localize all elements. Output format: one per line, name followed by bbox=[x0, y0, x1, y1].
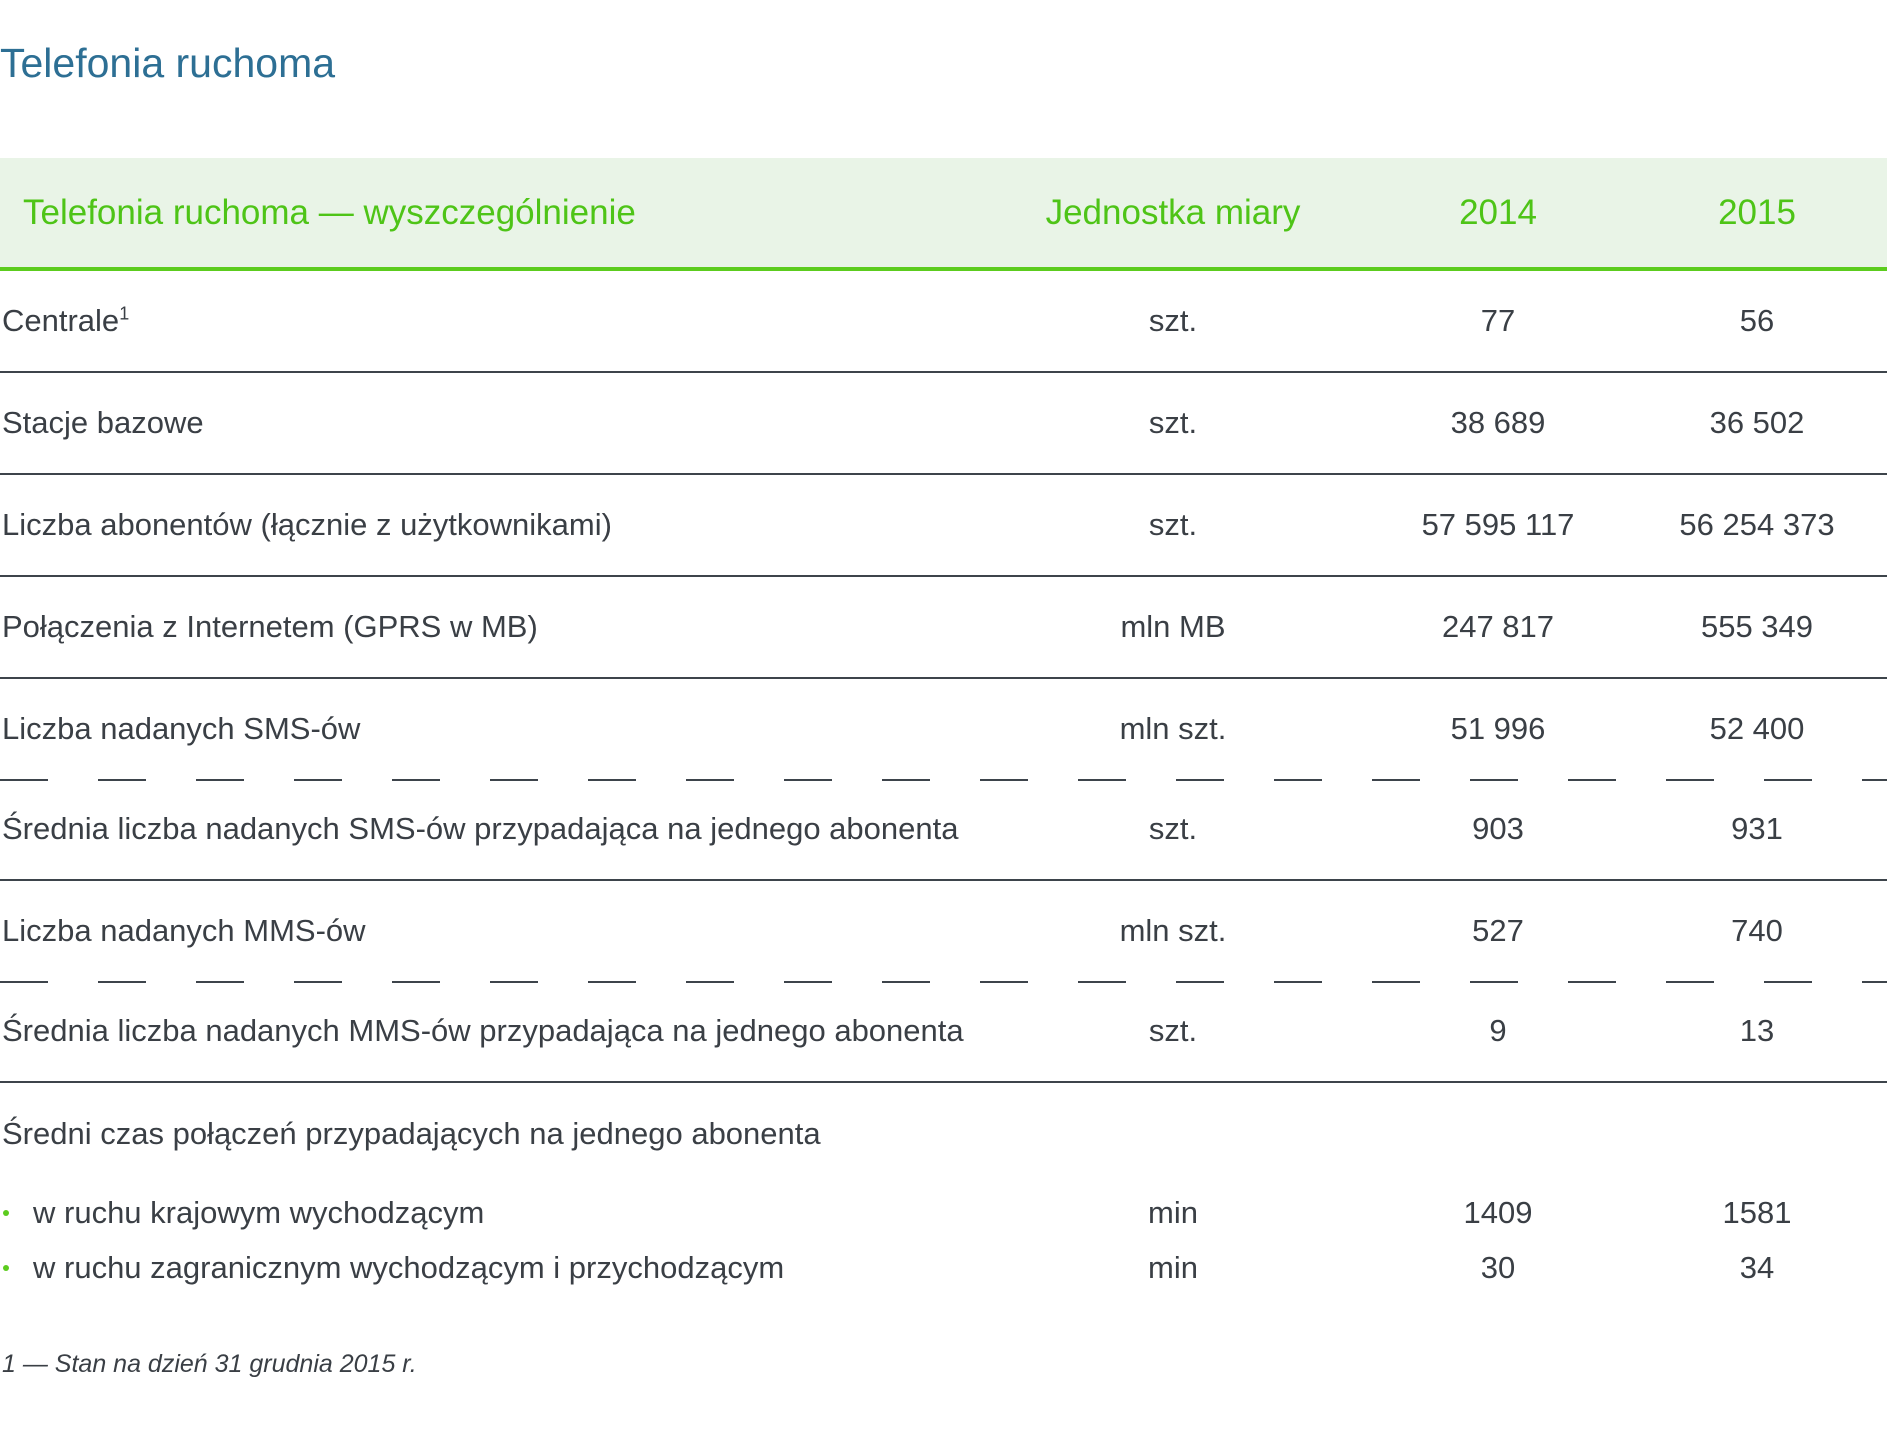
table-row bbox=[0, 679, 1887, 779]
row-label: Liczba nadanych MMS-ów bbox=[2, 913, 366, 948]
row-unit: szt. bbox=[1148, 303, 1198, 338]
row-value-2015: 34 bbox=[1739, 1249, 1775, 1285]
sub-row-label-cell bbox=[0, 1250, 1000, 1286]
sub-row-label: w ruchu zagranicznym wychodzącym i przychodzącym bbox=[33, 1249, 785, 1285]
sub-row-label-cell bbox=[0, 1195, 1000, 1231]
section-heading-row bbox=[0, 1083, 1887, 1185]
row-value-2015: 56 254 373 bbox=[1679, 507, 1835, 542]
table-row bbox=[0, 981, 1887, 1083]
row-label: Średnia liczba nadanych MMS-ów przypadająca na jednego abonenta bbox=[2, 1013, 964, 1048]
header-year-2014: 2014 bbox=[1459, 192, 1537, 232]
row-value-2015: 56 bbox=[1739, 303, 1775, 338]
table-row bbox=[0, 577, 1887, 679]
row-value-2015: 36 502 bbox=[1709, 405, 1805, 440]
table-row bbox=[0, 779, 1887, 881]
table-header bbox=[0, 158, 1887, 271]
row-label bbox=[0, 303, 1000, 339]
page-title: Telefonia ruchoma bbox=[0, 40, 336, 86]
row-unit: szt. bbox=[1148, 507, 1198, 542]
footnote: 1 — Stan na dzień 31 grudnia 2015 r. bbox=[2, 1350, 417, 1378]
row-value-2014: 903 bbox=[1472, 811, 1524, 846]
row-value-2015: 740 bbox=[1731, 913, 1783, 948]
row-value-2014: 9 bbox=[1489, 1013, 1507, 1048]
row-label-text: Centrale bbox=[2, 303, 120, 338]
row-unit: szt. bbox=[1148, 811, 1198, 846]
row-value-2015: 555 349 bbox=[1700, 609, 1814, 644]
row-unit: mln szt. bbox=[1119, 913, 1227, 948]
data-table bbox=[0, 158, 1887, 1295]
row-value-2014: 77 bbox=[1480, 303, 1516, 338]
row-unit: szt. bbox=[1148, 1013, 1198, 1048]
row-value-2014: 247 817 bbox=[1441, 609, 1555, 644]
row-value-2014: 30 bbox=[1480, 1249, 1516, 1285]
row-unit: mln szt. bbox=[1119, 711, 1227, 746]
row-unit: min bbox=[1148, 1194, 1198, 1230]
sub-row bbox=[0, 1185, 1887, 1240]
row-label: Połączenia z Internetem (GPRS w MB) bbox=[2, 609, 538, 644]
row-value-2014: 51 996 bbox=[1450, 711, 1546, 746]
section-heading: Średni czas połączeń przypadających na jednego abonenta bbox=[2, 1116, 821, 1151]
header-label: Telefonia ruchoma — wyszczególnienie bbox=[23, 192, 636, 232]
table-row bbox=[0, 373, 1887, 475]
footnote-marker: 1 bbox=[119, 303, 130, 324]
table-row bbox=[0, 881, 1887, 981]
row-value-2015: 13 bbox=[1739, 1013, 1775, 1048]
row-value-2014: 527 bbox=[1472, 913, 1524, 948]
row-label: Średnia liczba nadanych SMS-ów przypadająca na jednego abonenta bbox=[2, 811, 959, 846]
row-value-2014: 1409 bbox=[1463, 1194, 1533, 1230]
row-unit: mln MB bbox=[1120, 609, 1226, 644]
bullet-icon bbox=[3, 1265, 9, 1271]
table-row bbox=[0, 475, 1887, 577]
table-row bbox=[0, 271, 1887, 373]
row-unit: min bbox=[1148, 1249, 1198, 1285]
row-value-2014: 57 595 117 bbox=[1421, 507, 1575, 542]
row-label: Liczba abonentów (łącznie z użytkownikami) bbox=[2, 507, 612, 542]
row-value-2015: 52 400 bbox=[1709, 711, 1805, 746]
row-value-2014: 38 689 bbox=[1450, 405, 1546, 440]
row-value-2015: 931 bbox=[1731, 811, 1783, 846]
header-year-2015: 2015 bbox=[1718, 192, 1796, 232]
header-unit: Jednostka miary bbox=[1045, 192, 1301, 232]
row-label: Stacje bazowe bbox=[2, 405, 204, 440]
sub-row-label: w ruchu krajowym wychodzącym bbox=[33, 1194, 485, 1230]
row-unit: szt. bbox=[1148, 405, 1198, 440]
bullet-icon bbox=[3, 1210, 9, 1216]
row-label: Liczba nadanych SMS-ów bbox=[2, 711, 361, 746]
sub-row bbox=[0, 1240, 1887, 1295]
row-value-2015: 1581 bbox=[1722, 1194, 1792, 1230]
